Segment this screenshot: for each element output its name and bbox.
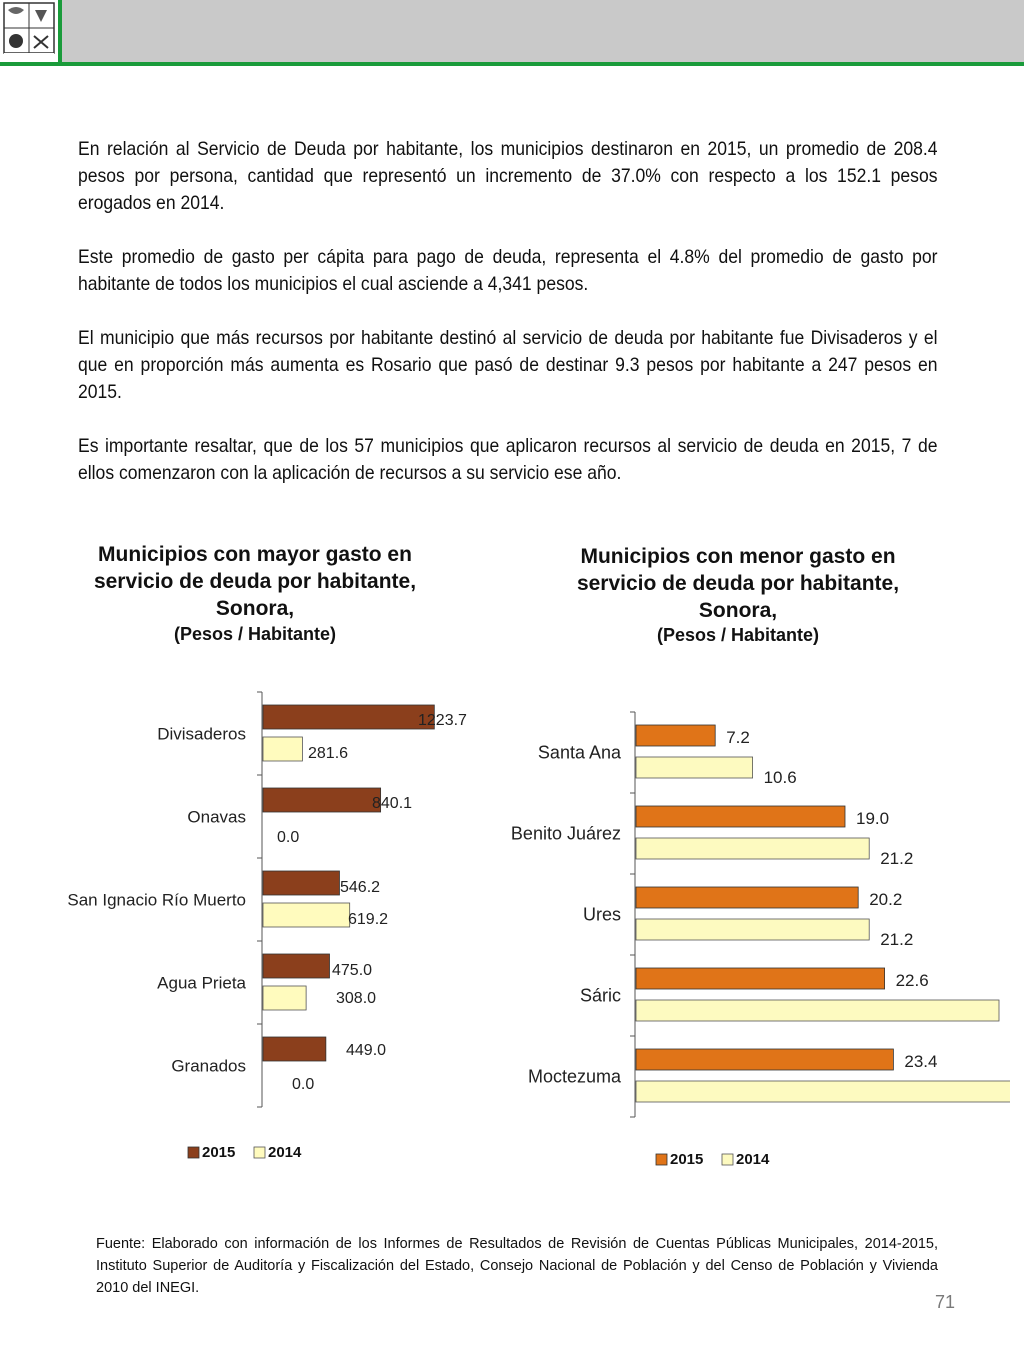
category-label: Granados: [171, 1056, 246, 1076]
chart-right: [490, 700, 1010, 1180]
bar-2015: [636, 806, 845, 827]
category-label: Moctezuma: [527, 1066, 621, 1087]
value-label-2015: 19.0: [856, 809, 890, 828]
body-text: [78, 136, 938, 514]
value-label-2014: 21.2: [880, 849, 914, 868]
chart-left-subtitle: (Pesos / Habitante): [173, 624, 337, 644]
bar-2015: [636, 968, 885, 989]
value-label-2015: 546.2: [340, 879, 381, 896]
value-label-2015: 1223.7: [418, 712, 467, 729]
legend-swatch-2014: [254, 1147, 265, 1158]
category-label: Benito Juárez: [510, 823, 621, 844]
legend-label-2015: 2015: [202, 1144, 236, 1161]
category-label: Santa Ana: [537, 742, 621, 763]
bar-2015: [636, 1049, 893, 1070]
legend-label-2015: 2015: [670, 1151, 704, 1168]
bar-2014: [263, 903, 350, 927]
chart-right-title: Municipios con menor gasto en servicio de deuda por habitante, Sonora,: [576, 545, 900, 622]
legend-label-2014: 2014: [268, 1144, 302, 1161]
bar-2015: [636, 887, 858, 908]
value-label-2015: 475.0: [332, 962, 373, 979]
category-label: Ures: [582, 904, 621, 925]
paragraph-3: El municipio que más recursos por habitante destinó al servicio de deuda por habitante fue Divisaderos y el que en proporción más aumenta es Rosario que pasó de destinar 9.3 pesos por habitante a 247 pesos en 2015.: [78, 327, 938, 403]
paragraph-1: En relación al Servicio de Deuda por habitante, los municipios destinaron en 2015, un promedio de 208.4 pesos por persona, cantidad que representó un incremento de 37.0% con respecto a los 152.1 pesos erogados en 2014.: [78, 138, 938, 214]
value-label-2015: 20.2: [869, 890, 903, 909]
category-label: San Ignacio Río Muerto: [67, 890, 246, 910]
value-label-2015: 449.0: [346, 1042, 387, 1059]
paragraph-2: Este promedio de gasto per cápita para pago de deuda, representa el 4.8% del promedio de gasto por habitante de todos los municipios el cual asciende a 4,341 pesos.: [78, 246, 938, 295]
category-label: Agua Prieta: [157, 973, 246, 993]
legend-label-2014: 2014: [736, 1151, 770, 1168]
bar-2014: [263, 986, 306, 1010]
page-number: 71: [935, 1292, 956, 1312]
value-label-2014: 10.6: [763, 768, 797, 787]
bar-2014: [636, 1000, 999, 1021]
value-label-2014: 619.2: [348, 911, 389, 928]
value-label-2014: 308.0: [336, 990, 377, 1007]
bar-2014: [263, 737, 302, 761]
bar-2015: [636, 725, 715, 746]
value-label-2015: 840.1: [372, 795, 413, 812]
value-label-2014: 0.0: [292, 1076, 315, 1093]
source-footnote: Fuente: Elaborado con información de los Informes de Resultados de Revisión de Cuentas Públicas Municipales, 2014-2015, Instituto Superior de Auditoría y Fiscalización del Estado, Consejo Nacional de Población y del Censo de Población y Vivienda 2010 del INEGI.: [96, 1236, 938, 1296]
state-logo: [0, 0, 62, 62]
bar-2014: [636, 757, 753, 778]
value-label-2014: 0.0: [277, 829, 300, 846]
category-label: Divisaderos: [157, 724, 246, 744]
bar-2015: [263, 954, 330, 978]
value-label-2014: 281.6: [308, 745, 349, 762]
chart-left: [0, 680, 520, 1180]
bar-2015: [263, 705, 434, 729]
legend-swatch-2015: [656, 1154, 667, 1165]
legend-swatch-2015: [188, 1147, 199, 1158]
value-label-2014: 21.2: [880, 930, 914, 949]
state-seal-icon: [0, 0, 58, 58]
value-label-2015: 7.2: [726, 728, 750, 747]
bar-2014: [636, 919, 869, 940]
bar-2015: [263, 1037, 326, 1061]
value-label-2015: 23.4: [904, 1052, 938, 1071]
bar-2014: [636, 1081, 1010, 1102]
chart-right-subtitle: (Pesos / Habitante): [656, 625, 820, 645]
category-label: Onavas: [187, 807, 246, 827]
bar-2015: [263, 871, 339, 895]
category-label: Sáric: [579, 985, 621, 1006]
paragraph-4: Es importante resaltar, que de los 57 municipios que aplicaron recursos al servicio de deuda en 2015, 7 de ellos comenzaron con la aplicación de recursos a su servicio ese año.: [78, 435, 938, 484]
chart-left-title: Municipios con mayor gasto en servicio de deuda por habitante, Sonora,: [93, 543, 417, 620]
legend-swatch-2014: [722, 1154, 733, 1165]
bar-2015: [263, 788, 381, 812]
bar-2014: [636, 838, 869, 859]
value-label-2015: 22.6: [895, 971, 929, 990]
header-bar: [0, 0, 1024, 66]
